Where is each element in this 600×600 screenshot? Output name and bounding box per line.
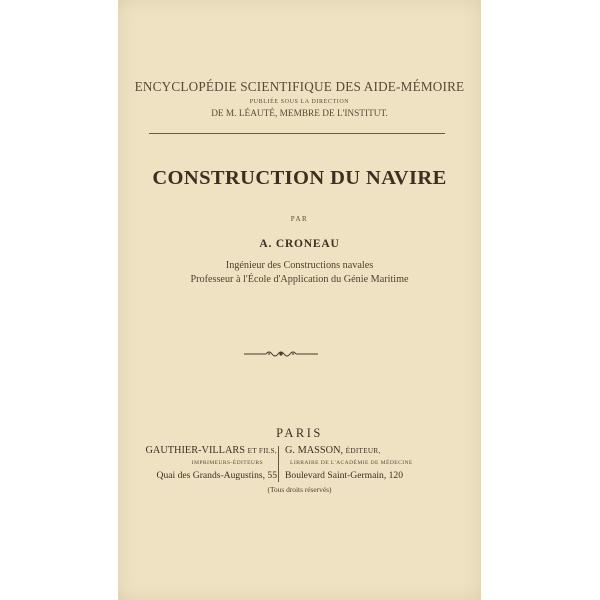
decorative-rule-ornament-icon — [244, 349, 318, 359]
right-publisher-address: Boulevard Saint-Germain, 120 — [285, 470, 404, 481]
author-name: A. CRONEAU — [259, 238, 340, 250]
author-credential-1: Ingénieur des Constructions navales — [225, 260, 374, 271]
right-publisher-name: G. MASSON, — [285, 445, 344, 456]
right-publisher-suffix: ÉDITEUR, — [345, 447, 381, 455]
series-director: DE M. LÉAUTÉ, MEMBRE DE L'INSTITUT. — [211, 109, 388, 119]
left-publisher-name: GAUTHIER-VILLARS — [145, 445, 245, 456]
book-title: CONSTRUCTION DU NAVIRE — [152, 167, 447, 189]
rights-notice: (Tous droits réservés) — [267, 485, 332, 494]
imprint-divider — [278, 446, 279, 482]
series-published-under: PUBLIÉE SOUS LA DIRECTION — [249, 99, 350, 105]
by-label: PAR — [290, 215, 309, 223]
series-title: ENCYCLOPÉDIE SCIENTIFIQUE DES AIDE-MÉMOIRE — [134, 79, 465, 94]
left-publisher — [145, 445, 277, 456]
left-publisher-role: IMPRIMEURS-ÉDITEURS — [191, 460, 263, 466]
header-rule — [149, 133, 445, 134]
author-credential-2: Professeur à l'École d'Application du Génie Maritime — [190, 274, 409, 285]
title-page — [118, 0, 481, 600]
left-publisher-address: Quai des Grands-Augustins, 55 — [156, 470, 277, 481]
left-publisher-suffix: ET FILS, — [247, 447, 277, 455]
right-publisher-role: LIBRAIRE DE L'ACADÉMIE DE MÉDECINE — [290, 460, 413, 466]
right-publisher — [285, 445, 381, 456]
imprint-city: PARIS — [276, 426, 323, 440]
